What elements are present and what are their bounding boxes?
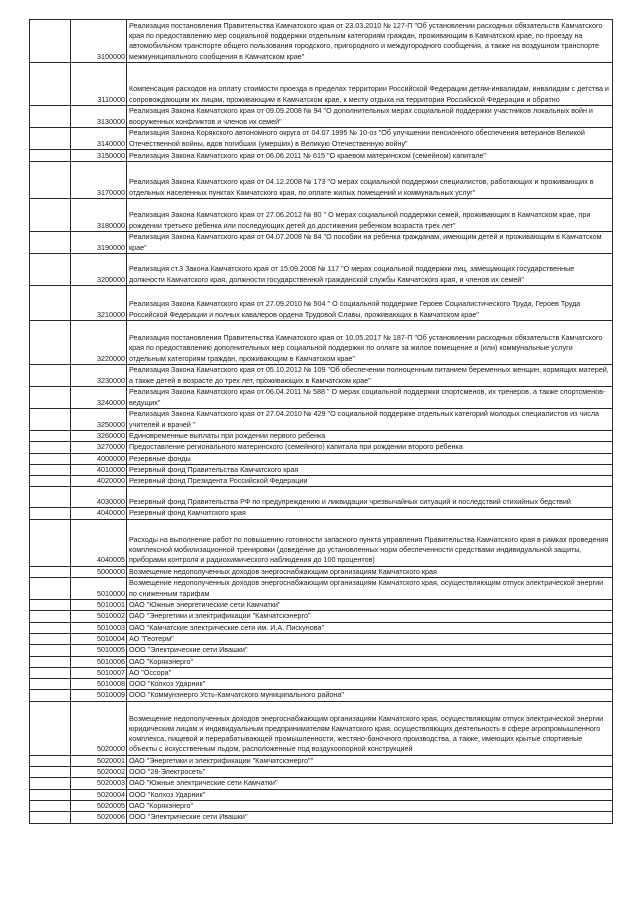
code-cell: 3260000 <box>71 431 127 442</box>
description-cell: Единовременные выплаты при рождении первого ребенка <box>127 431 613 442</box>
description-cell: Реализация Закона Камчатского края от 09.09.2008 № 94 "О дополнительных мерах социальной поддержки участников локальных войн и вооруженных конфликтов и членов их семей" <box>127 106 613 128</box>
description-cell: Резервные фонды <box>127 453 613 464</box>
description-cell: ОАО "Камчатские электрические сети им. И.А. Пискунова" <box>127 622 613 633</box>
description-cell: Резервный фонд Правительства РФ по предупреждению и ликвидации чрезвычайных ситуаций и последствий стихийных бедствий <box>127 487 613 508</box>
table-row <box>30 20 613 63</box>
code-cell: 3180000 <box>71 199 127 232</box>
margin-cell <box>30 106 71 128</box>
code-cell: 5010002 <box>71 611 127 622</box>
table-row <box>30 232 613 254</box>
table-row <box>30 611 613 622</box>
margin-cell <box>30 431 71 442</box>
code-cell: 3110000 <box>71 63 127 106</box>
code-cell: 5020000 <box>71 701 127 755</box>
table-row <box>30 566 613 577</box>
description-cell: ООО "Колхоз Ударник" <box>127 679 613 690</box>
table-row <box>30 800 613 811</box>
table-row <box>30 431 613 442</box>
code-cell: 3130000 <box>71 106 127 128</box>
table-row <box>30 679 613 690</box>
margin-cell <box>30 566 71 577</box>
margin-cell <box>30 600 71 611</box>
margin-cell <box>30 162 71 199</box>
code-cell: 5010009 <box>71 690 127 701</box>
margin-cell <box>30 622 71 633</box>
description-cell: Возмещение недополученных доходов энергоснабжающим организациям Камчатского края <box>127 566 613 577</box>
margin-cell <box>30 321 71 365</box>
description-cell: Реализация Закона Камчатского края от 05.10.2012 № 109 "Об обеспечении полноценным питанием беременных женщин, кормящих матерей, а также детей в возрасте до трех лет, проживающих в Камчатском крае" <box>127 365 613 387</box>
description-cell: ОАО "Корякэнерго" <box>127 656 613 667</box>
margin-cell <box>30 365 71 387</box>
code-cell: 3170000 <box>71 162 127 199</box>
description-cell: Реализация Закона Камчатского края от 04.07.2008 № 84 "О пособии на ребенка гражданам, имеющим детей и проживающим в Камчатском крае" <box>127 232 613 254</box>
margin-cell <box>30 611 71 622</box>
table-row <box>30 812 613 823</box>
margin-cell <box>30 812 71 823</box>
description-cell: ОАО "Энергетики и электрификации "Камчатскэнерго"" <box>127 755 613 766</box>
table-row <box>30 365 613 387</box>
margin-cell <box>30 150 71 162</box>
description-cell: Реализация постановления Правительства Камчатского края от 10.05.2017 № 187-П "Об установлении расходных обязательств Камчатского края по предоставлению дополнительных мер социальной поддержки по оплате за жилое помещение и (или) коммунальные услуги отдельным категориям граждан, проживающим в Камчатском крае" <box>127 321 613 365</box>
table-row <box>30 321 613 365</box>
code-cell: 3140000 <box>71 128 127 150</box>
description-cell: ООО "28-Электросеть" <box>127 767 613 778</box>
table-row <box>30 106 613 128</box>
code-cell: 3190000 <box>71 232 127 254</box>
description-cell: Реализация Закона Камчатского края от 04.12.2008 № 173 "О мерах социальной поддержки специалистов, работающих и проживающих в отдельных населенных пунктах Камчатского края, по оплате жилых помещений и коммунальных услуг" <box>127 162 613 199</box>
margin-cell <box>30 701 71 755</box>
margin-cell <box>30 767 71 778</box>
table-row <box>30 199 613 232</box>
table-row <box>30 701 613 755</box>
description-cell: Реализация Закона Камчатского края от 06.06.2011 № 615 "О краевом материнском (семейном) капитале" <box>127 150 613 162</box>
description-cell: Предоставление регионального материнского (семейного) капитала при рождении второго ребенка <box>127 442 613 453</box>
table-row <box>30 690 613 701</box>
description-cell: Реализация ст.3 Закона Камчатского края от 15.09.2008 № 117 "О мерах социальной поддержки лиц, замещающих государственные должности Камчатского края, должности государственной гражданской службы Камчатского края, и членов их семей" <box>127 254 613 286</box>
code-cell: 5000000 <box>71 566 127 577</box>
description-cell: ООО "Колхоз Ударник" <box>127 789 613 800</box>
margin-cell <box>30 453 71 464</box>
code-cell: 5020006 <box>71 812 127 823</box>
description-cell: ООО "Электрические сети Ивашки" <box>127 812 613 823</box>
budget-code-table <box>29 19 613 824</box>
description-cell: Возмещение недополученных доходов энергоснабжающим организациям Камчатского края, осуществляющим отпуск электрической энергии юридическим лицам и индивидуальным предпринимателям Камчатского края, осуществляющих деятельность в сфере агропромышленного комплекса, пищевой и перерабатывающей промышленности, жестяно-баночного производства, а также, имеющих крытые спортивные объекты с искусственным льдом, расположенные под воздухоопорной конструкцией <box>127 701 613 755</box>
margin-cell <box>30 476 71 487</box>
margin-cell <box>30 487 71 508</box>
description-cell: ООО "Коммунэнерго Усть-Камчатского муниципального района" <box>127 690 613 701</box>
table-row <box>30 442 613 453</box>
code-cell: 5020002 <box>71 767 127 778</box>
code-cell: 3150000 <box>71 150 127 162</box>
budget-classification-sheet <box>29 19 612 824</box>
table-row <box>30 487 613 508</box>
table-row <box>30 778 613 789</box>
description-cell: Резервный фонд Президента Российской Федерации <box>127 476 613 487</box>
margin-cell <box>30 656 71 667</box>
margin-cell <box>30 442 71 453</box>
description-cell <box>127 20 613 63</box>
table-row <box>30 63 613 106</box>
description-cell: Компенсация расходов на оплату стоимости проезда в пределах территории Российской Федерации детям-инвалидам, инвалидам с детства и сопровождающим их лицам, проживающим в Камчатском крае, к месту отдыха на территории Российской Федерации и обратно <box>127 63 613 106</box>
table-row <box>30 464 613 475</box>
margin-cell <box>30 578 71 600</box>
margin-cell <box>30 128 71 150</box>
table-row <box>30 767 613 778</box>
code-cell: 4010000 <box>71 464 127 475</box>
margin-cell <box>30 286 71 321</box>
code-cell: 5010003 <box>71 622 127 633</box>
code-cell: 5020004 <box>71 789 127 800</box>
table-row <box>30 633 613 644</box>
description-cell: Реализация Закона Камчатского края от 27.06.2012 № 80 " О мерах социальной поддержки семей, проживающих в Камчатском крае, при рождении третьего ребенка или последующих детей до достижения ребенком возраста трех лет" <box>127 199 613 232</box>
table-row <box>30 656 613 667</box>
margin-cell <box>30 645 71 656</box>
description-cell: Резервный фонд Правительства Камчатского края <box>127 464 613 475</box>
table-body <box>30 20 613 824</box>
code-cell: 3210000 <box>71 286 127 321</box>
margin-cell <box>30 63 71 106</box>
margin-cell <box>30 199 71 232</box>
description-text: Реализация постановления Правительства Камчатского края от 23.03.2010 № 127-П "Об установлении расходных обязательств Камчатского края по предоставлению мер социальной поддержки отдельным категориям граждан, проживающим в Камчатском крае, по проезду на автомобильном транспорте общего пользования городского, пригородного и междугородного сообщения, а также на воздушном транспорте межмуниципального сообщения в Камчатском крае" <box>129 20 603 61</box>
description-cell: ОАО "Южные электрические сети Камчатки" <box>127 778 613 789</box>
code-cell: 4040005 <box>71 519 127 566</box>
table-row <box>30 789 613 800</box>
table-row <box>30 667 613 678</box>
code-cell: 5020001 <box>71 755 127 766</box>
code-cell: 5010000 <box>71 578 127 600</box>
table-row <box>30 508 613 519</box>
table-row <box>30 162 613 199</box>
description-cell: ОАО "Южные энергетические сети Камчатки" <box>127 600 613 611</box>
code-cell: 3250000 <box>71 409 127 431</box>
margin-cell <box>30 690 71 701</box>
table-row <box>30 519 613 566</box>
code-cell: 5010008 <box>71 679 127 690</box>
description-cell: Реализация Закона Камчатского края от 27.04.2010 № 429 "О социальной поддержке отдельных категорий молодых специалистов из числа учителей и врачей " <box>127 409 613 431</box>
code-cell: 3100000 <box>71 20 127 63</box>
margin-cell <box>30 254 71 286</box>
code-cell: 3200000 <box>71 254 127 286</box>
description-cell: Реализация Закона Корякского автономного округа от 04.07.1995 № 10-оз "Об улучшении пенсионного обеспечения ветеранов Великой Отечественной войны, вдов погибших (умерших) в Великую Отечественную войну" <box>127 128 613 150</box>
table-row <box>30 254 613 286</box>
table-row <box>30 409 613 431</box>
code-cell: 5020005 <box>71 800 127 811</box>
description-cell: Реализация Закона Камчатского края от 27.09.2010 № 504 " О социальной поддержке Героев Социалистического Труда, Героев Труда Российской Федерации и полных кавалеров ордена Трудовой Славы, проживающих в Камчатском крае" <box>127 286 613 321</box>
margin-cell <box>30 20 71 63</box>
table-row <box>30 578 613 600</box>
margin-cell <box>30 519 71 566</box>
description-cell: ООО "Электрические сети Ивашки" <box>127 645 613 656</box>
table-row <box>30 755 613 766</box>
code-cell: 4000000 <box>71 453 127 464</box>
table-row <box>30 128 613 150</box>
table-row <box>30 622 613 633</box>
table-row <box>30 645 613 656</box>
code-cell: 4030000 <box>71 487 127 508</box>
margin-cell <box>30 409 71 431</box>
margin-cell <box>30 387 71 409</box>
description-cell: ОАО "Корякэнерго" <box>127 800 613 811</box>
description-cell: Возмещение недополученных доходов энергоснабжающим организациям Камчатского края, осуществляющим отпуск электрической энергии по сниженным тарифам <box>127 578 613 600</box>
code-cell: 3230000 <box>71 365 127 387</box>
table-row <box>30 453 613 464</box>
description-cell: ОАО "Энергетики и электрификации "Камчатскэнерго" <box>127 611 613 622</box>
description-cell: АО "Оссора" <box>127 667 613 678</box>
margin-cell <box>30 633 71 644</box>
margin-cell <box>30 800 71 811</box>
code-cell: 5010004 <box>71 633 127 644</box>
table-row <box>30 150 613 162</box>
code-cell: 5010007 <box>71 667 127 678</box>
code-cell: 5010005 <box>71 645 127 656</box>
margin-cell <box>30 778 71 789</box>
code-cell: 4020000 <box>71 476 127 487</box>
code-cell: 3220000 <box>71 321 127 365</box>
code-cell: 3240000 <box>71 387 127 409</box>
margin-cell <box>30 679 71 690</box>
description-cell: АО "Геотерм" <box>127 633 613 644</box>
margin-cell <box>30 508 71 519</box>
margin-cell <box>30 755 71 766</box>
margin-cell <box>30 464 71 475</box>
code-cell: 5020003 <box>71 778 127 789</box>
code-cell: 5010006 <box>71 656 127 667</box>
margin-cell <box>30 667 71 678</box>
margin-cell <box>30 789 71 800</box>
description-cell: Резервный фонд Камчатского края <box>127 508 613 519</box>
table-row <box>30 286 613 321</box>
description-cell: Расходы на выполнение работ по повышению готовности запасного пункта управления Правительства Камчатского края в рамках проведения комплексной мобилизационной тренировки (доведение до установленных норм обеспеченности средствами индивидуальной защиты, приборами контроля и радиохимического наблюдения до 100 процентов) <box>127 519 613 566</box>
margin-cell <box>30 232 71 254</box>
code-cell: 3270000 <box>71 442 127 453</box>
table-row <box>30 476 613 487</box>
code-cell: 4040000 <box>71 508 127 519</box>
description-cell: Реализация Закона Камчатского края от 06.04.2011 № 588 " О мерах социальной поддержки спортсменов, их тренеров, а также спортсменов-ведущих" <box>127 387 613 409</box>
code-cell: 5010001 <box>71 600 127 611</box>
table-row <box>30 600 613 611</box>
table-row <box>30 387 613 409</box>
